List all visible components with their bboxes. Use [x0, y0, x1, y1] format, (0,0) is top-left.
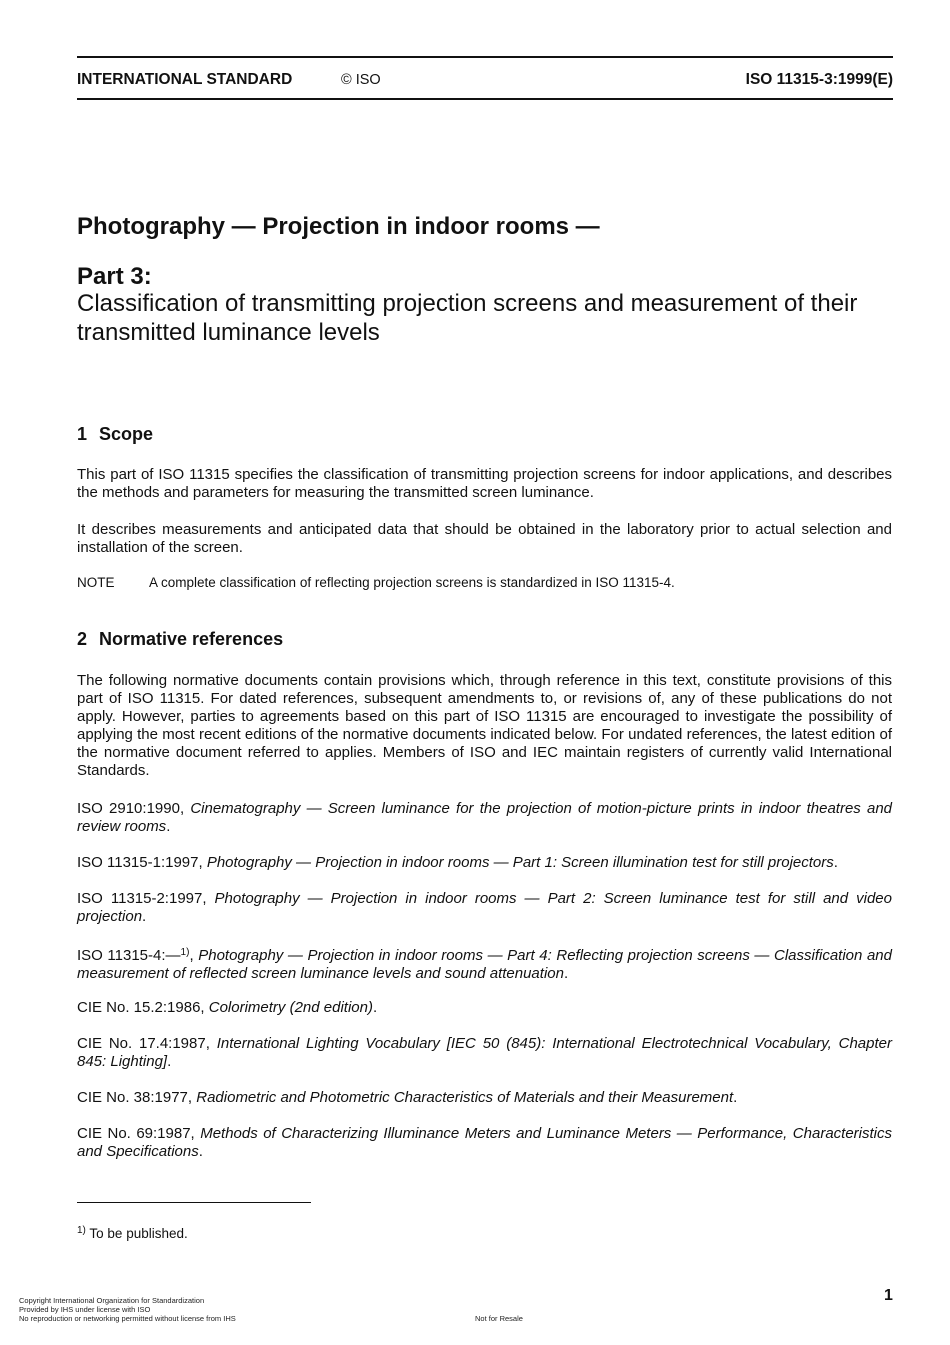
reference-item: [77, 854, 892, 872]
section-2-heading: [77, 629, 283, 650]
section-1-heading: [77, 424, 153, 445]
reference-tail: .: [198, 1143, 203, 1160]
document-title: Photography — Projection in indoor rooms —: [77, 213, 600, 240]
part-label: Part 3:: [77, 263, 152, 290]
reference-tail: .: [142, 908, 147, 925]
reference-code: ISO 2910:1990,: [77, 800, 191, 817]
reference-code: CIE No. 17.4:1987,: [77, 1035, 217, 1052]
footnote: [77, 1225, 188, 1241]
reference-code: CIE No. 69:1987,: [77, 1125, 201, 1142]
normative-intro-paragraph: The following normative documents contain provisions which, through reference in this text, constitute provisions of this part of ISO 11315. For dated references, subsequent amendments to, or revisions of, any of these publications do not apply. However, parties to agreements based on this part of ISO 11315 are encouraged to investigate the possibility of applying the most recent editions of the normative documents indicated below. For undated references, the latest edition of the normative document referred to applies. Members of ISO and IEC maintain registers of currently valid International Standards.: [77, 672, 892, 779]
reference-code: ISO 11315-2:1997,: [77, 890, 215, 907]
section-number: 2: [77, 629, 88, 649]
reference-item: [77, 1125, 892, 1161]
copyright-line: Copyright International Organization for Standardization: [19, 1296, 205, 1305]
reference-title: Radiometric and Photometric Characteristics of Materials and their Measurement: [196, 1089, 734, 1106]
not-for-resale-label: Not for Resale: [475, 1314, 523, 1323]
page-number: 1: [884, 1287, 893, 1304]
reference-item: [77, 1035, 892, 1071]
header-bottom-rule: [77, 98, 893, 100]
copyright-footer: [19, 1296, 236, 1323]
reference-title: Photography — Projection in indoor rooms — Part 2: Screen luminance test for still and video projection: [77, 890, 892, 925]
reference-item: [77, 944, 892, 983]
reference-item: [77, 999, 892, 1017]
reference-code-tail: ,: [189, 947, 199, 964]
section-number: 1: [77, 424, 88, 444]
license-line: Provided by IHS under license with ISO: [19, 1305, 151, 1314]
reference-item: [77, 1089, 892, 1107]
reference-tail: .: [733, 1089, 738, 1106]
reference-title: International Lighting Vocabulary [IEC 50 (845): International Electrotechnical Vocabulary, Chapter 845: Lighting]: [77, 1035, 892, 1070]
footnote-marker: 1): [180, 947, 190, 958]
reference-tail: .: [563, 965, 569, 982]
reference-tail: .: [166, 818, 171, 835]
scope-paragraph-2: It describes measurements and anticipated data that should be obtained in the laboratory prior to actual selection and installation of the screen.: [77, 521, 892, 556]
reference-item: [77, 890, 892, 926]
footnote-rule: [77, 1202, 311, 1203]
scope-note: [77, 575, 675, 590]
footnote-text: To be published.: [85, 1226, 188, 1241]
reference-title: Photography — Projection in indoor rooms — Part 4: Reflecting projection screens — Classification and measurement of reflected screen luminance levels and sound attenuation: [77, 947, 892, 982]
reference-tail: .: [167, 1053, 172, 1070]
reference-tail: .: [833, 854, 838, 871]
reference-code: CIE No. 38:1977,: [77, 1089, 197, 1106]
reference-title: Methods of Characterizing Illuminance Meters and Luminance Meters — Performance, Characteristics and Specifications: [77, 1125, 892, 1160]
reference-code: ISO 11315-1:1997,: [77, 854, 207, 871]
header-document-id: ISO 11315-3:1999(E): [745, 71, 893, 88]
reference-code: CIE No. 15.2:1986,: [77, 999, 209, 1016]
header-copyright: © ISO: [341, 72, 381, 88]
header-standard-label: INTERNATIONAL STANDARD: [77, 71, 293, 88]
reference-title: Colorimetry (2nd edition): [208, 999, 373, 1016]
reference-item: [77, 800, 892, 836]
header-top-rule: [77, 56, 893, 58]
part-subtitle: Classification of transmitting projection screens and measurement of their transmitted luminance levels: [77, 290, 858, 346]
reference-code: ISO 11315-4:—: [77, 947, 181, 964]
reference-title: Photography — Projection in indoor rooms — Part 1: Screen illumination test for still projectors: [206, 854, 834, 871]
section-title: Normative references: [99, 629, 284, 649]
note-text: A complete classification of reflecting projection screens is standardized in ISO 11315-4.: [149, 575, 675, 590]
scope-paragraph-1: This part of ISO 11315 specifies the classification of transmitting projection screens for indoor applications, and describes the methods and parameters for measuring the transmitted screen luminance.: [77, 466, 892, 501]
reference-tail: .: [372, 999, 378, 1016]
reproduction-line: No reproduction or networking permitted without license from IHS: [19, 1314, 236, 1323]
footnote-marker: 1): [77, 1225, 86, 1236]
reference-title: Cinematography — Screen luminance for the projection of motion-picture prints in indoor theatres and review rooms: [77, 800, 893, 835]
note-label: NOTE: [77, 575, 115, 590]
section-title: Scope: [99, 424, 154, 444]
